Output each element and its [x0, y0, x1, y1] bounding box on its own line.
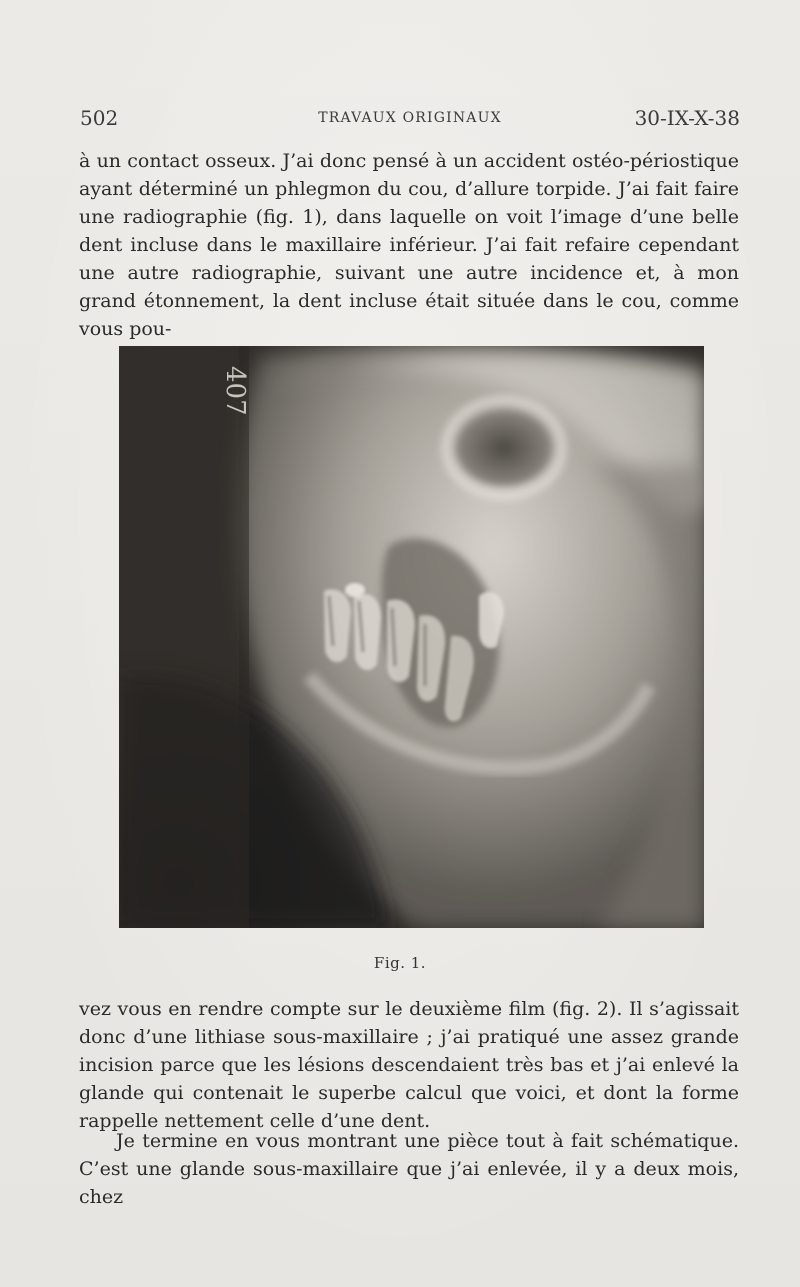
film-marking: 407 [220, 366, 250, 416]
running-title: TRAVAUX ORIGINAUX [318, 110, 502, 126]
running-header [80, 104, 740, 134]
figure-caption: Fig. 1. [373, 954, 427, 972]
page-number: 502 [80, 106, 119, 130]
header-date: 30-IX-X-38 [634, 106, 740, 130]
radiograph-figure [119, 346, 704, 928]
paragraph-3: Je termine en vous montrant une pièce tout à fait schématique. C’est une glande sous-maxillaire que j’ai enlevée, il y a deux mois, chez [79, 1130, 739, 1208]
paragraph-1: à un contact osseux. J’ai donc pensé à un accident ostéo-périostique ayant déterminé un phlegmon du cou, d’allure torpide. J’ai fait faire une radiographie (fig. 1), dans laquelle on voit l’image d’une belle dent incluse dans le maxillaire inférieur. J’ai fait refaire cependant une autre radiographie, suivant une autre incidence et, à mon grand étonnement, la dent incluse était située dans le cou, comme vous pou- [79, 150, 739, 340]
paragraph-2: vez vous en rendre compte sur le deuxième film (fig. 2). Il s’agissait donc d’une lithiase sous-maxillaire ; j’ai pratiqué une assez grande incision parce que les lésions descendaient très bas et j’ai enlevé la glande qui contenait le superbe calcul que voici, et dont la forme rappelle nettement celle d’une dent. [79, 998, 739, 1132]
